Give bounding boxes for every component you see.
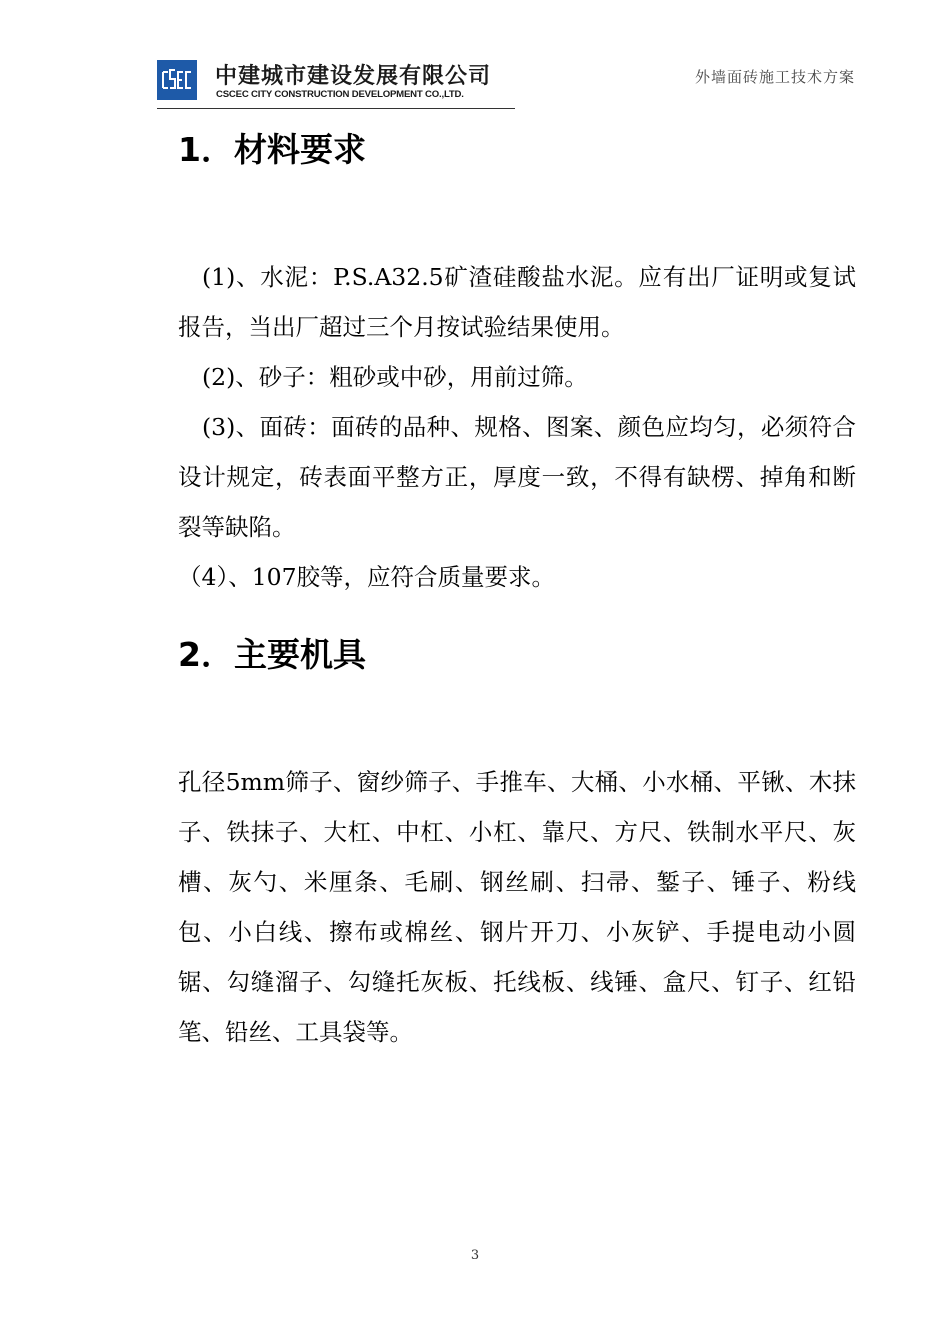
paragraph-cement: (1)、水泥：P.S.A32.5矿渣硅酸盐水泥。应有出厂证明或复试报告，当出厂超过三个月按试验结果使用。 [178,263,856,341]
section-heading-tools: 2．主要机具 [178,635,366,674]
header-divider [157,108,515,109]
company-name-cn: 中建城市建设发展有限公司 [215,64,492,89]
paragraph-sand: (2)、砂子：粗砂或中砂，用前过筛。 [202,363,588,391]
paragraph-tiles: (3)、面砖：面砖的品种、规格、图案、颜色应均匀，必须符合设计规定，砖表面平整方正，厚度一致，不得有缺楞、掉角和断裂等缺陷。 [178,413,856,541]
cscec-logo-icon [157,60,197,100]
page-number: 3 [470,1248,480,1263]
paragraph-tool-list: 孔径5mm筛子、窗纱筛子、手推车、大桶、小水桶、平锹、木抹子、铁抹子、大杠、中杠、小杠、靠尺、方尺、铁制水平尺、灰槽、灰勺、米厘条、毛刷、钢丝刷、扫帚、錾子、锤子、粉线包、小白线、擦布或棉丝、钢片开刀、小灰铲、手提电动小圆锯、勾缝溜子、勾缝托灰板、托线板、线锤、盒尺、钉子、红铅笔、铅丝、工具袋等。 [178,768,856,1046]
company-name-en: CSCEC CITY CONSTRUCTION DEVELOPMENT CO.,LTD. [216,89,464,100]
paragraph-glue: （4）、107胶等，应符合质量要求。 [178,563,556,591]
section-heading-materials: 1．材料要求 [178,130,366,169]
document-title: 外墙面砖施工技术方案 [694,68,855,86]
page-header [0,0,950,112]
